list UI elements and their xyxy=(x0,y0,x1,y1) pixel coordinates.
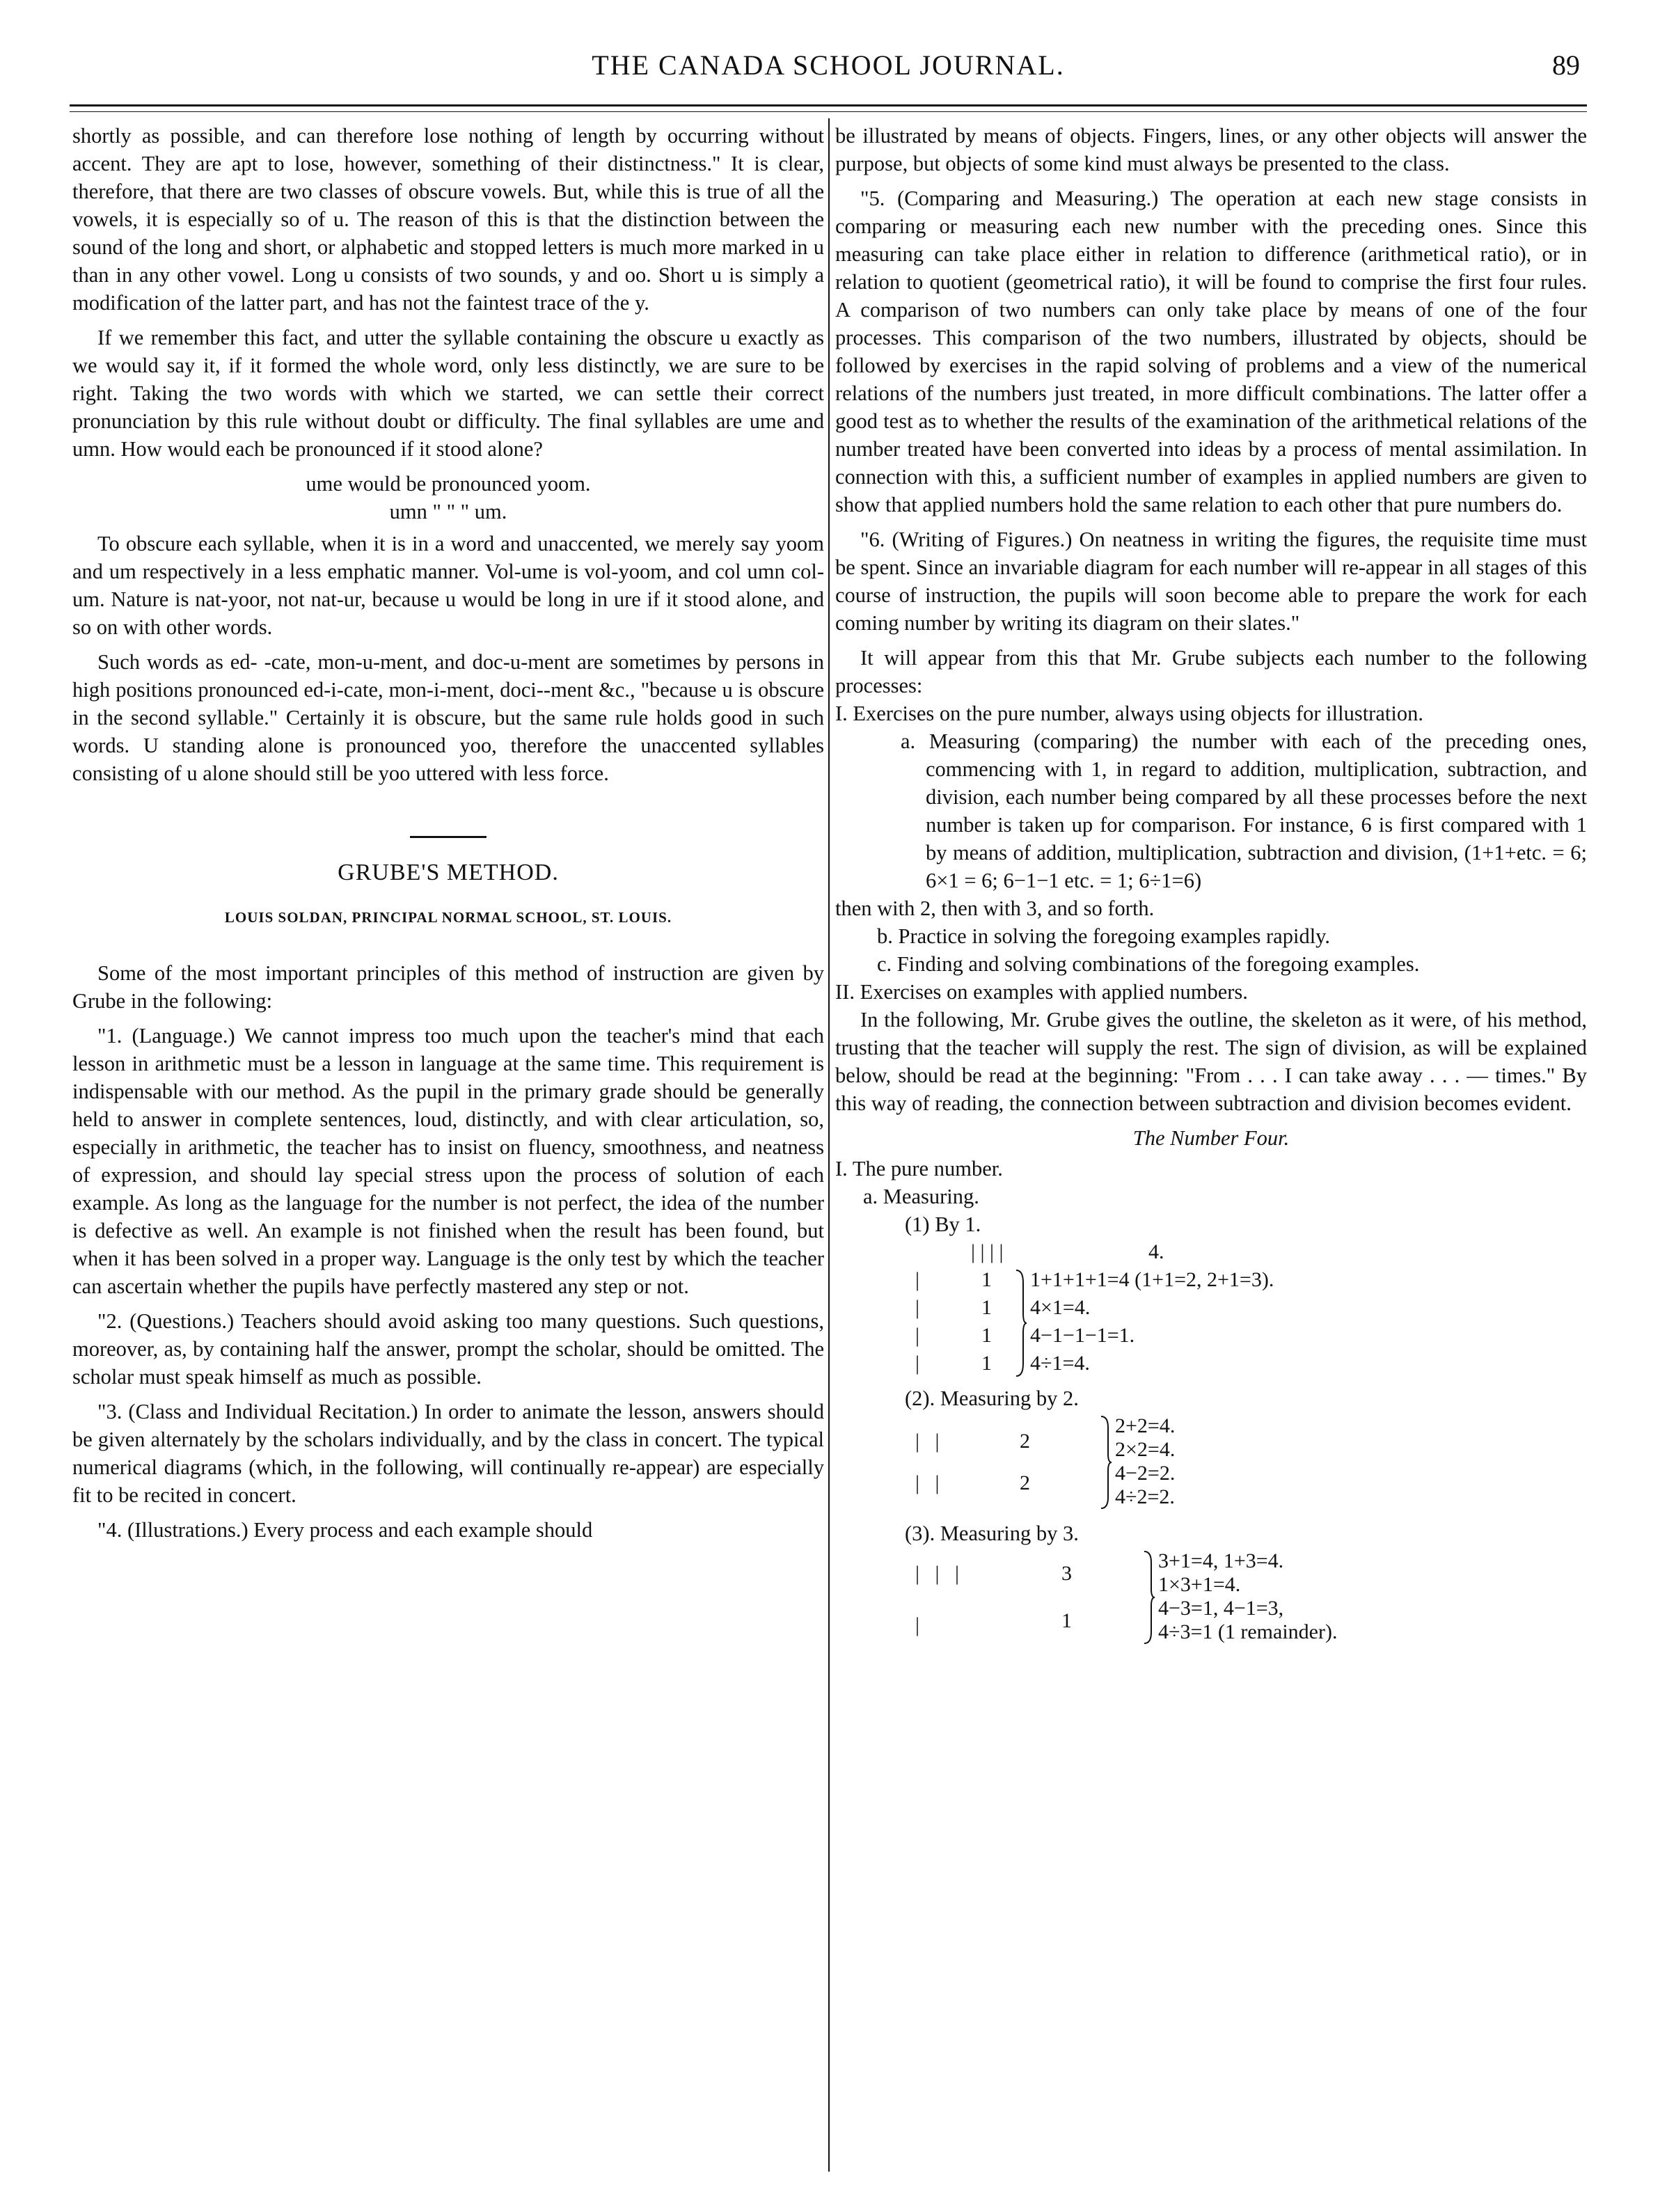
paragraph: Some of the most important principles of this method of instruction are given by Grube in the following: xyxy=(72,961,824,1013)
page-header xyxy=(70,49,1587,90)
list-item: I. Exercises on the pure number, always using objects for illustration. xyxy=(835,702,1423,725)
subheading: The Number Four. xyxy=(1132,1126,1290,1150)
brace xyxy=(1143,1550,1155,1645)
diagram-by-1 xyxy=(835,1238,1587,1384)
journal-title: THE CANADA SCHOOL JOURNAL. xyxy=(592,49,1065,81)
column-divider xyxy=(828,118,830,2172)
number-label: 1 xyxy=(981,1324,992,1347)
right-column xyxy=(835,122,1587,1652)
outline-item: (1) By 1. xyxy=(905,1212,981,1236)
paragraph: It will appear from this that Mr. Grube subjects each number to the following processes: xyxy=(835,646,1587,697)
list-item: b. Practice in solving the foregoing examples rapidly. xyxy=(877,924,1331,948)
equation: 1×3+1=4. xyxy=(1158,1573,1241,1596)
equation: 4×1=4. xyxy=(1030,1296,1091,1319)
equation: 4−2=2. xyxy=(1115,1462,1176,1485)
equation: 4÷1=4. xyxy=(1030,1352,1090,1375)
paragraph: "3. (Class and Individual Recitation.) In order to animate the lesson, answers should be given alternately by the scholars individually, and by the class in concert. The typical numerical diagrams (which, in the following, will continually re-appear) are especially fit to be recited in concert. xyxy=(72,1400,824,1507)
outline-item: (3). Measuring by 3. xyxy=(905,1522,1079,1545)
paragraph: shortly as possible, and can therefore lose nothing of length by occurring without accent. They are apt to lose, however, something of their distinctness." It is clear, therefore, that there are two classes of obscure vowels. But, while this is true of all the vowels, it is especially so of u. The reason of this is that the distinction between the sound of the long and short, or alphabetic and stopped letters is much more marked in u than in any other vowel. Long u consists of two sounds, y and oo. Short u is simply a modification of the latter part, and has not the faintest trace of the y. xyxy=(72,124,824,315)
number-label: 2 xyxy=(1020,1430,1030,1453)
paragraph: "5. (Comparing and Measuring.) The operation at each new stage consists in comparing or measuring each new number with the preceding ones. Since this measuring can take place either in relation to difference (arithmetical ratio), or in relation to quotient (geometrical ratio), it will be found to comprise the first four rules. A comparison of two numbers can only take place by means of one of the four processes. This comparison of the two numbers, illustrated by objects, should be followed by exercises in the rapid solving of problems and a view of the numerical relations of the numbers just treated, in more difficult combinations. The latter offer a good test as to whether the results of the examination of the arithmetical relations of the number treated have been converted into ideas by a process of mental assimilation. In connection with this, a sufficient number of examples in applied numbers are given to show that applied numbers hold the same relation to each other that pure numbers do. xyxy=(835,187,1587,516)
list-item: c. Finding and solving combinations of the foregoing examples. xyxy=(877,952,1420,976)
example-line: ume would be pronounced yoom. xyxy=(306,472,591,496)
equation: 1+1+1+1=4 (1+1=2, 2+1=3). xyxy=(1030,1268,1274,1291)
list-item: then with 2, then with 3, and so forth. xyxy=(835,896,1155,920)
outline-item: a. Measuring. xyxy=(863,1185,979,1208)
example-line: umn " " " um. xyxy=(389,500,507,523)
equation: 4−1−1−1=1. xyxy=(1030,1324,1135,1347)
tally-marks: | | xyxy=(915,1471,940,1494)
number-label: 1 xyxy=(1061,1609,1072,1632)
number-label: 1 xyxy=(981,1296,992,1319)
outline-item: (2). Measuring by 2. xyxy=(905,1387,1079,1410)
number-label: 1 xyxy=(981,1268,992,1291)
tally-mark: | xyxy=(915,1613,920,1636)
list-item: II. Exercises on examples with applied numbers. xyxy=(835,980,1248,1004)
diagram-by-2 xyxy=(835,1412,1587,1517)
list-item: a. Measuring (comparing) the number with each of the preceding ones, commencing with 1, in regard to addition, multiplication, subtraction, and division, each number being compared by all these processes before the next number is taken up for comparison. For instance, 6 is first compared with 1 by means of addition, multiplication, subtraction and division, (1+1+etc. = 6; 6×1 = 6; 6−1−1 etc. = 1; 6÷1=6) xyxy=(901,729,1587,892)
equation: 4÷2=2. xyxy=(1115,1485,1175,1508)
diagram-by-3 xyxy=(835,1547,1587,1652)
paragraph: To obscure each syllable, when it is in a word and unaccented, we merely say yoom and um respectively in a less emphatic manner. Vol-ume is vol-yoom, and col umn col-um. Nature is nat-yoor, not nat-ur, because u would be long in ure if it stood alone, and so on with other words. xyxy=(72,532,824,639)
article-title: GRUBE'S METHOD. xyxy=(338,860,559,885)
equation: 4÷3=1 (1 remainder). xyxy=(1158,1620,1338,1643)
tally-mark: | xyxy=(915,1352,920,1375)
page-number: 89 xyxy=(1552,49,1580,81)
brace xyxy=(1015,1269,1027,1377)
tally-marks: | | | xyxy=(915,1562,960,1585)
equation: 2+2=4. xyxy=(1115,1414,1176,1437)
article-byline: LOUIS SOLDAN, PRINCIPAL NORMAL SCHOOL, ST. LOUIS. xyxy=(224,909,672,926)
paragraph: "6. (Writing of Figures.) On neatness in writing the figures, the requisite time must be spent. Since an invariable diagram for each number will re-appear in all stages of this course of instruction, the pupils will soon become able to prepare the work for each coming number by writing its diagram on their slates." xyxy=(835,528,1587,635)
tally-marks: | | xyxy=(915,1430,940,1453)
section-separator xyxy=(410,836,487,838)
number-label: 3 xyxy=(1061,1562,1072,1585)
paragraph: In the following, Mr. Grube gives the outline, the skeleton as it were, of his method, trusting that the teacher will supply the rest. The sign of division, as will be explained below, should be read at the beginning: "From . . . I can take away . . . — times." By this way of reading, the connection between subtraction and division becomes evident. xyxy=(835,1008,1587,1115)
number-label: 1 xyxy=(981,1352,992,1375)
paragraph: Such words as ed- -cate, mon-u-ment, and doc-u-ment are sometimes by persons in high positions pronounced ed-i-cate, mon-i-ment, doci--ment &c., "because u is obscure in the second syllable." Certainly it is obscure, but the same rule holds good in such words. U standing alone is pronounced yoo, therefore the unaccented syllables consisting of u alone should still be yoo uttered with less force. xyxy=(72,650,824,785)
paragraph: "1. (Language.) We cannot impress too much upon the teacher's mind that each lesson in arithmetic must be a lesson in language at the same time. This requirement is indispensable with our method. As the pupil in the primary grade should be generally held to answer in complete sentences, loud, distinctly, and with clear articulation, so, especially in arithmetic, the teacher has to insist on fluency, smoothness, and neatness of expression, and should lay special stress upon the process of solution of each example. As long as the language for the number is not perfect, the idea of the number is defective as well. An example is not finished when the result has been found, but when it has been solved in a proper way. Language is the only test by which the teacher can ascertain whether the pupils have perfectly mastered any step or not. xyxy=(72,1024,824,1298)
tally-mark: | xyxy=(915,1324,920,1347)
paragraph: "4. (Illustrations.) Every process and each example should xyxy=(97,1518,593,1542)
paragraph: If we remember this fact, and utter the syllable containing the obscure u exactly as we would say it, if it formed the whole word, only less distinctly, we are sure to be right. Taking the two words with which we started, we can settle their correct pronunciation by this rule without doubt or difficulty. The final syllables are ume and umn. How would each be pronounced if it stood alone? xyxy=(72,326,824,461)
header-rule-thin xyxy=(70,111,1587,112)
equation: 2×2=4. xyxy=(1115,1438,1176,1461)
header-rule-thick xyxy=(70,104,1587,106)
paragraph: "2. (Questions.) Teachers should avoid asking too many questions. Such questions, moreover, as, by containing half the answer, prompt the scholar, should be omitted. The scholar must speak himself as much as possible. xyxy=(72,1309,824,1389)
equation: 3+1=4, 1+3=4. xyxy=(1158,1549,1284,1572)
tally-mark: | xyxy=(915,1268,920,1291)
brace xyxy=(1100,1415,1112,1510)
outline-item: I. The pure number. xyxy=(835,1157,1003,1180)
left-column xyxy=(72,122,824,1551)
equation: 4−3=1, 4−1=3, xyxy=(1158,1597,1284,1620)
paragraph: be illustrated by means of objects. Fingers, lines, or any other objects will answer the purpose, but objects of some kind must always be presented to the class. xyxy=(835,124,1587,175)
number-label: 2 xyxy=(1020,1471,1030,1494)
tally-marks: | | | | xyxy=(971,1240,1004,1263)
tally-mark: | xyxy=(915,1296,920,1319)
number-label: 4. xyxy=(1148,1240,1164,1263)
